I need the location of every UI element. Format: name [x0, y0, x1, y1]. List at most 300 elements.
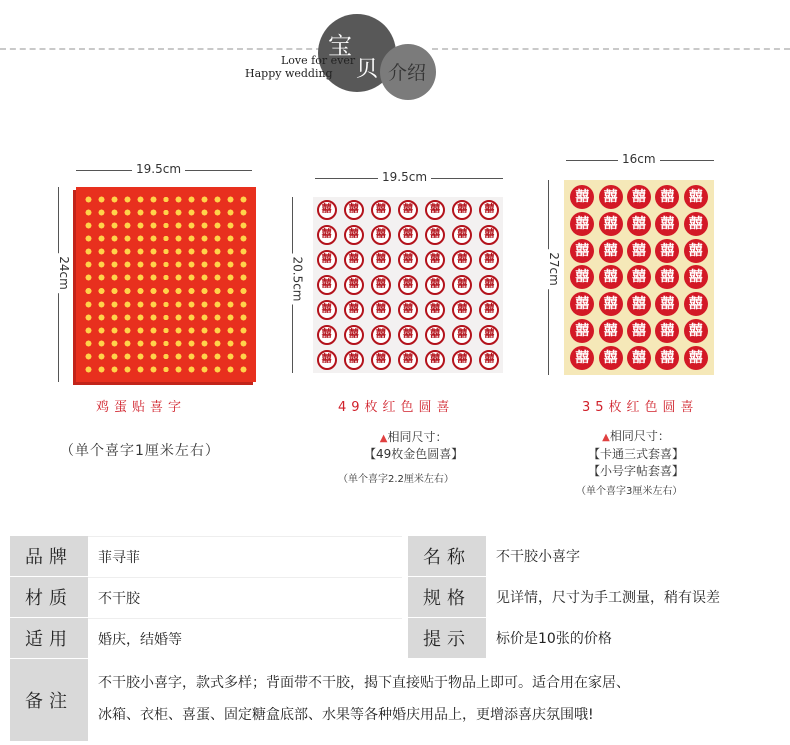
sticker-icon: 囍 [317, 325, 337, 345]
spec-table [10, 536, 790, 742]
sticker-icon [186, 260, 197, 269]
sticker-icon [199, 208, 210, 217]
sticker-icon: 囍 [599, 346, 623, 370]
sticker-icon [122, 260, 133, 269]
spec-row [10, 618, 790, 659]
sticker-icon [148, 260, 159, 269]
product3-height-label: 27cm [547, 249, 561, 289]
sticker-icon: 囍 [479, 225, 499, 245]
sticker-icon: 囍 [655, 265, 679, 289]
sticker-icon [96, 352, 107, 361]
sticker-icon [109, 313, 120, 322]
sticker-icon [109, 365, 120, 374]
sticker-icon [186, 365, 197, 374]
sticker-icon [135, 352, 146, 361]
sticker-icon: 囍 [479, 250, 499, 270]
sticker-icon [173, 234, 184, 243]
sticker-icon [109, 247, 120, 256]
sticker-icon [186, 339, 197, 348]
sticker-icon: 囍 [684, 212, 708, 236]
sticker-icon [238, 208, 249, 217]
sticker-icon [212, 313, 223, 322]
sticker-icon: 囍 [371, 350, 391, 370]
sticker-icon [173, 365, 184, 374]
sticker-icon: 囍 [655, 319, 679, 343]
sticker-icon [199, 234, 210, 243]
sticker-icon [148, 286, 159, 295]
sticker-icon [135, 208, 146, 217]
sticker-icon [96, 234, 107, 243]
product1-height-label: 24cm [57, 253, 71, 293]
product3-caption: 35枚红色圆喜 [582, 400, 699, 415]
same-size-title: 相同尺寸： [609, 429, 670, 443]
sticker-icon [122, 352, 133, 361]
name-label: 名称 [408, 536, 486, 576]
sticker-icon: 囍 [398, 250, 418, 270]
sticker-icon [122, 247, 133, 256]
sticker-icon: 囍 [398, 225, 418, 245]
sticker-icon: 囍 [599, 185, 623, 209]
same-size-item: 【卡通三式套喜】 [588, 447, 685, 461]
product2-caption: 49枚红色圆喜 [338, 400, 455, 415]
sticker-icon: 囍 [317, 250, 337, 270]
sticker-icon: 囍 [684, 346, 708, 370]
product3-same-size [588, 428, 684, 480]
sticker-icon [109, 273, 120, 282]
product1-note: （单个喜字1厘米左右） [60, 443, 220, 459]
product3-width-label: 16cm [618, 152, 660, 166]
sticker-icon [161, 339, 172, 348]
sticker-icon: 囍 [344, 225, 364, 245]
sticker-icon [212, 221, 223, 230]
sticker-icon [96, 339, 107, 348]
sticker-icon [161, 260, 172, 269]
sticker-icon [135, 234, 146, 243]
header-divider-right [432, 48, 790, 50]
sticker-icon [225, 234, 236, 243]
sticker-icon [96, 273, 107, 282]
triangle-icon: ▲ [602, 432, 610, 443]
size-value: 见详情，尺寸为手工测量，稍有误差 [486, 577, 790, 617]
sticker-icon [161, 300, 172, 309]
sticker-icon [238, 247, 249, 256]
sticker-icon: 囍 [344, 300, 364, 320]
sticker-icon: 囍 [479, 350, 499, 370]
sticker-icon [135, 260, 146, 269]
sticker-icon: 囍 [371, 225, 391, 245]
sticker-icon [109, 286, 120, 295]
sticker-icon: 囍 [344, 200, 364, 220]
sticker-icon: 囍 [398, 325, 418, 345]
sticker-icon [186, 286, 197, 295]
sticker-icon: 囍 [627, 185, 651, 209]
product1-caption: 鸡蛋贴喜字 [96, 400, 187, 415]
sticker-icon [83, 260, 94, 269]
sticker-icon [109, 195, 120, 204]
sticker-icon [122, 221, 133, 230]
badge-intro-text: 介绍 [388, 62, 427, 84]
sticker-icon [186, 313, 197, 322]
sticker-icon [96, 208, 107, 217]
sticker-icon: 囍 [317, 350, 337, 370]
sticker-icon [96, 313, 107, 322]
sticker-icon [212, 273, 223, 282]
sticker-icon [122, 208, 133, 217]
sticker-icon: 囍 [599, 319, 623, 343]
sticker-icon [135, 195, 146, 204]
sticker-icon [238, 260, 249, 269]
badge-char-1: 宝 [328, 32, 352, 60]
sticker-icon [212, 300, 223, 309]
sticker-icon [225, 221, 236, 230]
sticker-icon [212, 260, 223, 269]
sticker-icon [122, 195, 133, 204]
sticker-icon: 囍 [398, 300, 418, 320]
sticker-icon [148, 195, 159, 204]
sticker-icon [83, 195, 94, 204]
sticker-icon [173, 286, 184, 295]
sticker-icon [225, 286, 236, 295]
sticker-icon [212, 195, 223, 204]
sticker-icon [83, 326, 94, 335]
sticker-icon [122, 313, 133, 322]
tip-value: 标价是10张的价格 [486, 618, 790, 658]
sticker-icon: 囍 [317, 300, 337, 320]
sticker-icon [109, 208, 120, 217]
sticker-icon [109, 300, 120, 309]
sticker-icon: 囍 [570, 239, 594, 263]
sticker-icon [238, 195, 249, 204]
sticker-icon [186, 300, 197, 309]
sticker-icon [199, 221, 210, 230]
sticker-icon [173, 313, 184, 322]
sticker-icon: 囍 [371, 300, 391, 320]
sticker-icon: 囍 [479, 325, 499, 345]
sticker-icon [83, 273, 94, 282]
sticker-icon: 囍 [452, 225, 472, 245]
sticker-icon [83, 313, 94, 322]
sticker-icon [135, 247, 146, 256]
tip-label: 提示 [408, 618, 486, 658]
sticker-icon: 囍 [627, 319, 651, 343]
sticker-icon: 囍 [599, 292, 623, 316]
sticker-icon [199, 313, 210, 322]
sticker-icon [238, 313, 249, 322]
sticker-icon [186, 352, 197, 361]
sticker-icon [83, 286, 94, 295]
sticker-icon [161, 208, 172, 217]
brand-label: 品牌 [10, 536, 88, 576]
sticker-icon [96, 326, 107, 335]
sticker-icon [225, 247, 236, 256]
triangle-icon: ▲ [379, 433, 388, 444]
sticker-icon: 囍 [371, 275, 391, 295]
sticker-icon [225, 352, 236, 361]
sticker-icon: 囍 [599, 239, 623, 263]
product2-small-note: （单个喜字2.2厘米左右） [338, 474, 454, 485]
sticker-icon [199, 247, 210, 256]
notes-line-2: 冰箱、衣柜、喜蛋、固定糖盒底部、水果等各种婚庆用品上，更增添喜庆氛围哦! [98, 707, 594, 723]
brand-value: 菲寻菲 [88, 536, 402, 576]
sticker-icon [161, 365, 172, 374]
sticker-icon: 囍 [344, 250, 364, 270]
sticker-icon [135, 365, 146, 374]
sticker-icon [238, 286, 249, 295]
sticker-icon: 囍 [627, 346, 651, 370]
same-size-title: 相同尺寸： [387, 430, 448, 444]
sticker-icon [161, 286, 172, 295]
sticker-icon [109, 234, 120, 243]
sticker-icon [212, 286, 223, 295]
sticker-icon [212, 234, 223, 243]
sticker-icon [173, 208, 184, 217]
sticker-icon [225, 195, 236, 204]
sticker-icon [173, 247, 184, 256]
sticker-icon [135, 339, 146, 348]
spec-row [10, 577, 790, 618]
sticker-icon: 囍 [425, 200, 445, 220]
sticker-icon [186, 247, 197, 256]
sticker-icon [135, 326, 146, 335]
sticker-icon [186, 221, 197, 230]
sticker-icon: 囍 [479, 275, 499, 295]
sticker-icon [96, 300, 107, 309]
sticker-icon: 囍 [371, 200, 391, 220]
sticker-icon [135, 286, 146, 295]
sticker-icon [135, 300, 146, 309]
section-badge-small [380, 44, 436, 100]
sticker-icon [186, 326, 197, 335]
sticker-icon [109, 221, 120, 230]
sticker-icon [238, 300, 249, 309]
sticker-icon [212, 339, 223, 348]
sticker-icon [109, 260, 120, 269]
egg-sticker-sheet [76, 187, 256, 382]
sticker-icon [199, 286, 210, 295]
sticker-icon: 囍 [452, 200, 472, 220]
sticker-icon [225, 326, 236, 335]
material-value: 不干胶 [88, 577, 402, 617]
sticker-icon: 囍 [398, 350, 418, 370]
sticker-icon: 囍 [425, 300, 445, 320]
sticker-icon [199, 339, 210, 348]
sticker-icon: 囍 [627, 239, 651, 263]
sticker-icon [173, 273, 184, 282]
size-label: 规格 [408, 577, 486, 617]
sticker-icon: 囍 [627, 212, 651, 236]
badge-char-2: 贝 [356, 57, 379, 82]
sticker-icon [212, 365, 223, 374]
sticker-icon [225, 260, 236, 269]
sticker-icon [148, 221, 159, 230]
name-value: 不干胶小喜字 [486, 536, 790, 576]
sticker-icon [148, 326, 159, 335]
sticker-icon [225, 313, 236, 322]
sticker-icon [161, 313, 172, 322]
sticker-icon [173, 195, 184, 204]
sticker-icon [199, 365, 210, 374]
sticker-icon [135, 221, 146, 230]
sticker-icon [199, 260, 210, 269]
sticker-icon: 囍 [452, 350, 472, 370]
sticker-icon [161, 195, 172, 204]
sticker-icon [238, 352, 249, 361]
sticker-icon: 囍 [655, 212, 679, 236]
sticker-icon [238, 339, 249, 348]
sticker-icon [96, 365, 107, 374]
notes-value [88, 659, 790, 741]
use-value: 婚庆，结婚等 [88, 618, 402, 658]
sticker-icon: 囍 [371, 250, 391, 270]
sticker-icon [225, 339, 236, 348]
sticker-icon [96, 260, 107, 269]
sticker-icon [212, 326, 223, 335]
sticker-icon [96, 221, 107, 230]
sticker-icon [186, 273, 197, 282]
sticker-icon [199, 326, 210, 335]
sticker-icon: 囍 [570, 212, 594, 236]
sticker-icon [83, 352, 94, 361]
sticker-icon [148, 208, 159, 217]
sticker-icon [225, 208, 236, 217]
sticker-icon [148, 313, 159, 322]
sticker-icon [186, 208, 197, 217]
sticker-icon [238, 326, 249, 335]
sticker-icon [122, 273, 133, 282]
sticker-icon [225, 300, 236, 309]
sticker-icon: 囍 [684, 239, 708, 263]
sticker-icon [148, 300, 159, 309]
sticker-icon: 囍 [655, 292, 679, 316]
sticker-icon: 囍 [570, 185, 594, 209]
sticker-icon [83, 247, 94, 256]
same-size-item: 【小号字帖套喜】 [588, 464, 685, 478]
sticker-icon: 囍 [599, 265, 623, 289]
sticker-icon [96, 247, 107, 256]
notes-label: 备注 [10, 659, 88, 741]
sticker-icon: 囍 [317, 275, 337, 295]
sticker-icon [148, 247, 159, 256]
sticker-icon [109, 326, 120, 335]
sticker-icon [148, 234, 159, 243]
sticker-icon [199, 273, 210, 282]
sticker-icon [199, 195, 210, 204]
sticker-icon: 囍 [425, 225, 445, 245]
sticker-icon [225, 273, 236, 282]
sticker-icon: 囍 [425, 275, 445, 295]
sticker-icon [83, 365, 94, 374]
sticker-icon [161, 247, 172, 256]
sticker-icon: 囍 [627, 265, 651, 289]
sticker-icon: 囍 [452, 250, 472, 270]
spec-row [10, 536, 790, 577]
material-label: 材质 [10, 577, 88, 617]
sticker-icon [199, 352, 210, 361]
sticker-icon [83, 234, 94, 243]
product2-height-label: 20.5cm [291, 253, 305, 304]
notes-line-1: 不干胶小喜字，款式多样；背面带不干胶，揭下直接贴于物品上即可。适合用在家居、 [98, 675, 630, 691]
sticker-icon: 囍 [425, 350, 445, 370]
product2-width-label: 19.5cm [378, 170, 431, 184]
sticker-icon: 囍 [371, 325, 391, 345]
sticker-icon [148, 352, 159, 361]
sticker-icon: 囍 [570, 292, 594, 316]
sticker-icon: 囍 [684, 319, 708, 343]
sticker-icon: 囍 [655, 185, 679, 209]
sticker-icon: 囍 [398, 275, 418, 295]
sticker-icon: 囍 [344, 325, 364, 345]
same-size-item: 【49枚金色圆喜】 [364, 447, 464, 461]
sticker-icon: 囍 [344, 350, 364, 370]
sticker-icon [122, 365, 133, 374]
sticker-icon [161, 326, 172, 335]
sticker-icon [186, 234, 197, 243]
sticker-icon [96, 195, 107, 204]
red-round-sticker-sheet-35 [564, 180, 714, 375]
sticker-icon [173, 339, 184, 348]
sticker-icon: 囍 [317, 225, 337, 245]
sticker-icon: 囍 [570, 319, 594, 343]
sticker-icon: 囍 [344, 275, 364, 295]
sticker-icon [122, 326, 133, 335]
sticker-icon: 囍 [684, 185, 708, 209]
sticker-icon: 囍 [452, 275, 472, 295]
product2-same-size [364, 428, 463, 462]
sticker-icon [83, 300, 94, 309]
sticker-icon [173, 352, 184, 361]
sticker-icon [161, 234, 172, 243]
love-for-ever-text: Love for ever [281, 54, 356, 67]
sticker-icon: 囍 [599, 212, 623, 236]
sticker-icon [161, 221, 172, 230]
sticker-icon [212, 208, 223, 217]
sticker-icon: 囍 [655, 239, 679, 263]
sticker-icon [135, 313, 146, 322]
sticker-icon [199, 300, 210, 309]
sticker-icon [173, 300, 184, 309]
sticker-icon [173, 221, 184, 230]
sticker-icon [225, 365, 236, 374]
sticker-icon [148, 365, 159, 374]
sticker-icon: 囍 [452, 300, 472, 320]
sticker-icon [238, 234, 249, 243]
sticker-icon [122, 300, 133, 309]
product3-small-note: （单个喜字3厘米左右） [576, 486, 683, 497]
sticker-icon: 囍 [570, 346, 594, 370]
sticker-icon [186, 195, 197, 204]
spec-row-notes [10, 659, 790, 742]
sticker-icon [148, 273, 159, 282]
sticker-icon [161, 273, 172, 282]
sticker-icon [83, 339, 94, 348]
sticker-icon [173, 260, 184, 269]
sticker-icon: 囍 [684, 292, 708, 316]
header-divider-left [0, 48, 322, 50]
sticker-icon [238, 365, 249, 374]
sticker-icon: 囍 [479, 200, 499, 220]
sticker-icon: 囍 [655, 346, 679, 370]
product1-width-label: 19.5cm [132, 162, 185, 176]
sticker-icon: 囍 [452, 325, 472, 345]
sticker-icon: 囍 [684, 265, 708, 289]
red-round-sticker-sheet-49 [313, 197, 503, 373]
use-label: 适用 [10, 618, 88, 658]
sticker-icon [122, 234, 133, 243]
sticker-icon [83, 208, 94, 217]
happy-wedding-text: Happy wedding [245, 67, 333, 80]
sticker-icon [212, 247, 223, 256]
sticker-icon [122, 339, 133, 348]
